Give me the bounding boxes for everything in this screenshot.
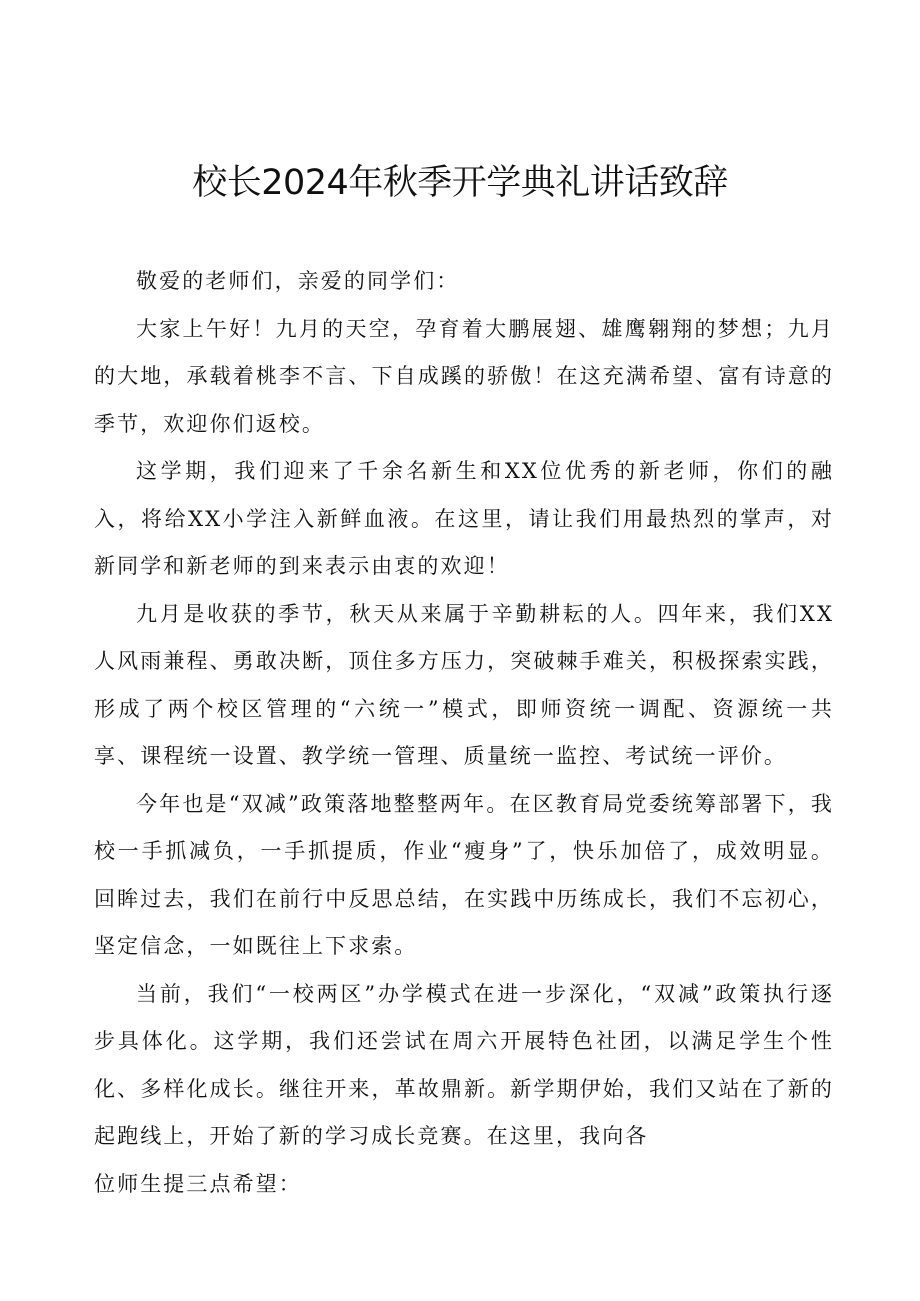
paragraph-welcome-new: 这学期，我们迎来了千余名新生和XX位优秀的新老师，你们的融入，将给XX小学注入新鲜血液。在这里，请让我们用最热烈的掌声，对新同学和新老师的到来表示由衷的欢迎！	[94, 459, 834, 578]
paragraph-greeting: 大家上午好！九月的天空，孕育着大鹏展翅、雄鹰翱翔的梦想；九月的大地，承载着桃李不言、下自成蹊的骄傲！在这充满希望、富有诗意的季节，欢迎你们返校。	[94, 316, 834, 436]
paragraph-double-reduction: 今年也是“双减”政策落地整整两年。在区教育局党委统筹部署下，我校一手抓减负，一手抓提质，作业“瘦身”了，快乐加倍了，成效明显。回眸过去，我们在前行中反思总结，在实践中历练成长，我们不忘初心，坚定信念，一如既往上下求索。	[94, 791, 834, 958]
paragraph-current-situation: 当前，我们“一校两区”办学模式在进一步深化，“双减”政策执行逐步具体化。这学期，我们还尝试在周六开展特色社团，以满足学生个性化、多样化成长。继往开来，革故鼎新。新学期伊始，我们又站在了新的起跑线上，开始了新的学习成长竞赛。在这里，我向各	[94, 981, 834, 1148]
page-title: 校长2024年秋季开学典礼讲话致辞	[192, 163, 728, 203]
document-body	[94, 258, 834, 1208]
paragraph-salutation: 敬爱的老师们，亲爱的同学们：	[136, 269, 460, 293]
paragraph-three-hopes: 位师生提三点希望：	[94, 1171, 302, 1196]
paragraph-achievements: 九月是收获的季节，秋天从来属于辛勤耕耘的人。四年来，我们XX人风雨兼程、勇敢决断，顶住多方压力，突破棘手难关，积极探索实践，形成了两个校区管理的“六统一”模式，即师资统一调配、资源统一共享、课程统一设置、教学统一管理、质量统一监控、考试统一评价。	[94, 601, 834, 768]
